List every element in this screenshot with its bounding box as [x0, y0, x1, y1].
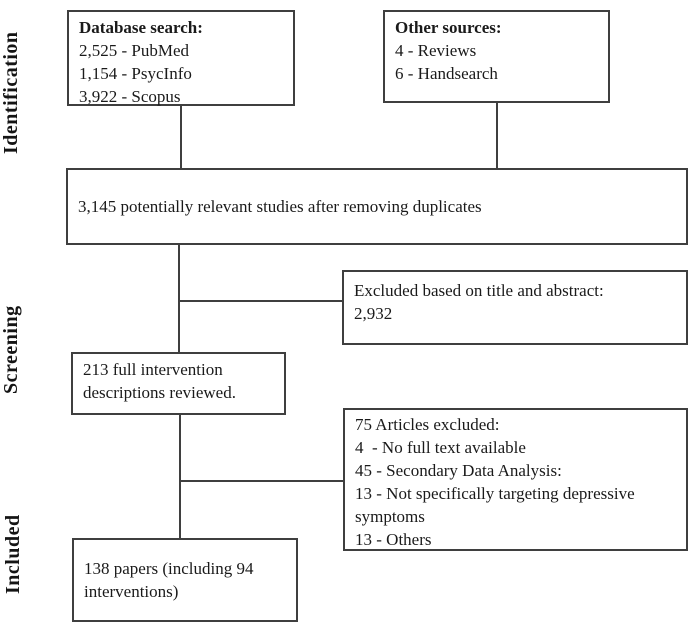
full-review-box	[71, 352, 286, 415]
articles-excluded-title: 75 Articles excluded:	[355, 415, 500, 434]
connector-review-to-included	[179, 415, 181, 538]
connector-pool-to-review	[178, 245, 180, 352]
database-search-psycinfo: 1,154 - PsycInfo	[79, 64, 192, 83]
articles-excluded-secondary: 45 - Secondary Data Analysis:	[355, 461, 562, 480]
other-sources-handsearch: 6 - Handsearch	[395, 64, 498, 83]
stage-label-screening: Screening	[0, 305, 22, 395]
full-review-text: 213 full intervention descriptions reviewed.	[83, 360, 236, 402]
excluded-title-abstract-box	[342, 270, 688, 345]
articles-excluded-no-full-text: 4 - No full text available	[355, 438, 526, 457]
other-sources-reviews: 4 - Reviews	[395, 41, 477, 60]
included-papers-text: 138 papers (including 94 interventions)	[84, 559, 258, 601]
connector-branch-title-abstract	[178, 300, 342, 302]
other-sources-box	[383, 10, 610, 103]
stage-label-included: Included	[2, 514, 24, 594]
database-search-scopus: 3,922 - Scopus	[79, 87, 181, 106]
included-papers-box	[72, 538, 298, 622]
other-sources-title: Other sources:	[395, 18, 502, 37]
articles-excluded-others: 13 - Others	[355, 530, 432, 549]
excluded-title-abstract-text: Excluded based on title and abstract:	[354, 281, 604, 300]
database-search-box	[67, 10, 295, 106]
database-search-title: Database search:	[79, 18, 203, 37]
articles-excluded-box	[343, 408, 688, 551]
connector-other-to-pool	[496, 103, 498, 168]
after-duplicates-box	[66, 168, 688, 245]
connector-database-to-pool	[180, 106, 182, 168]
database-search-pubmed: 2,525 - PubMed	[79, 41, 190, 60]
excluded-title-abstract-count: 2,932	[354, 304, 393, 323]
articles-excluded-not-targeting: 13 - Not specifically targeting depressive symptoms	[355, 484, 639, 526]
after-duplicates-text: 3,145 potentially relevant studies after removing duplicates	[78, 197, 482, 216]
stage-label-identification: Identification	[0, 31, 22, 155]
connector-branch-articles-excluded	[179, 480, 343, 482]
